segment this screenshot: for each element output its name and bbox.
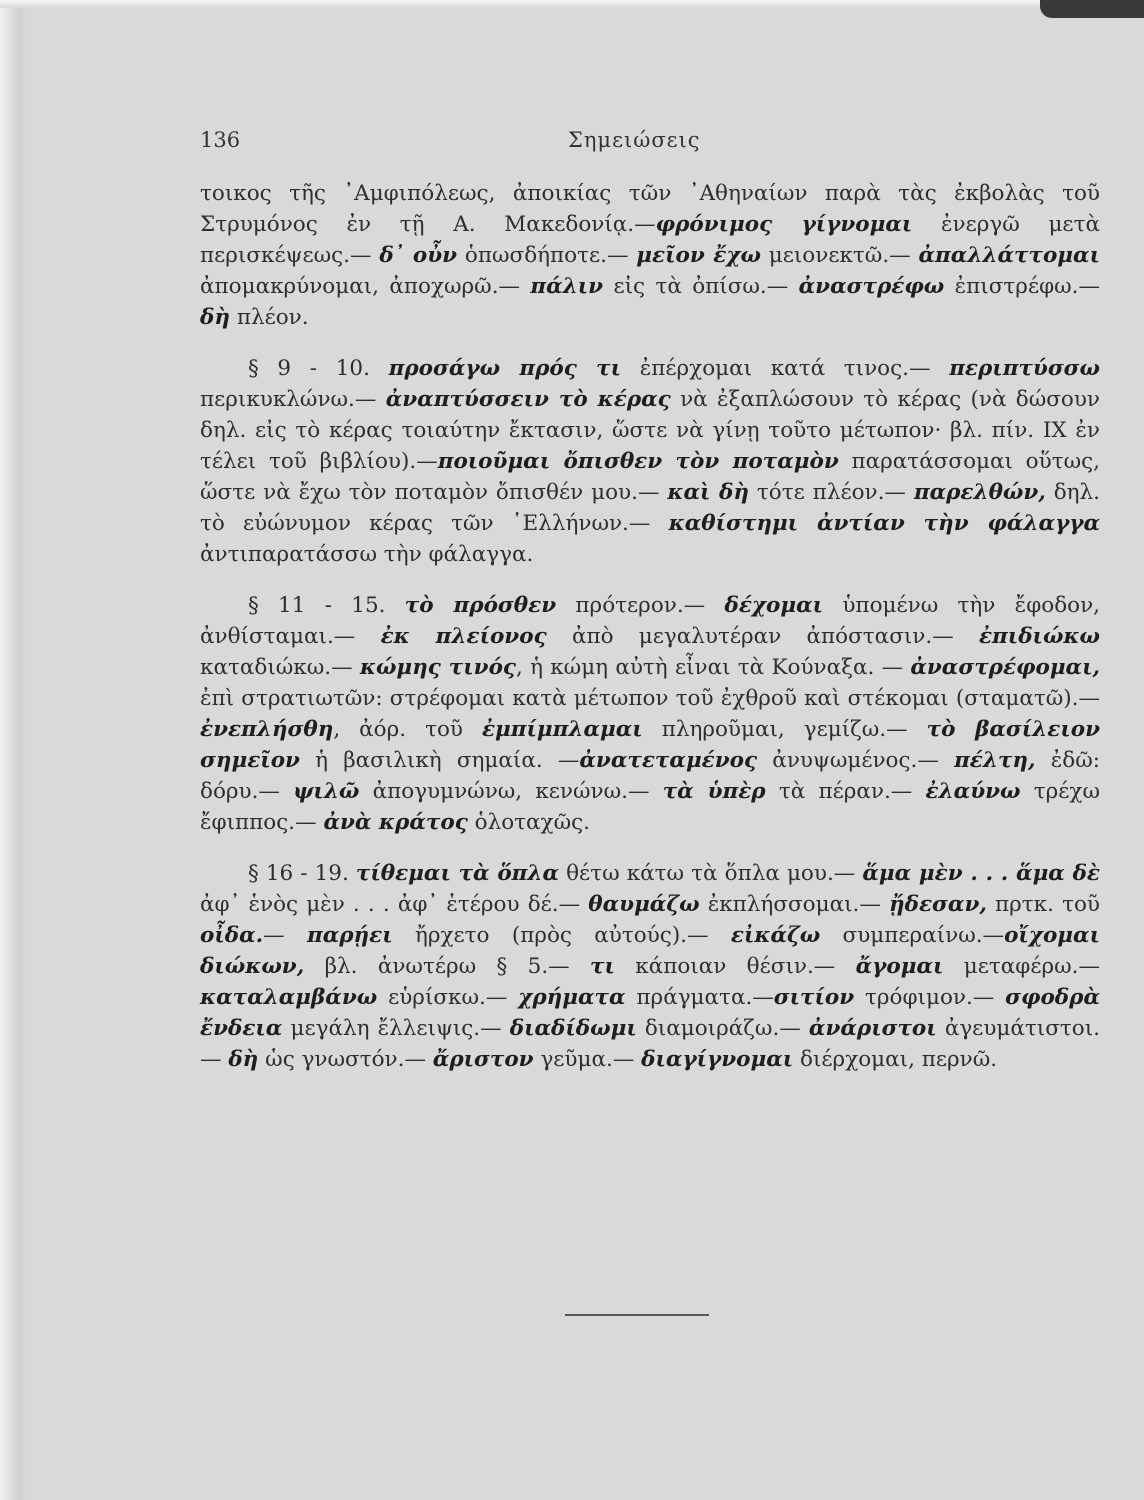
lemma-term: θαυμάζω — [588, 892, 700, 917]
gloss-text: διέρχομαι, περνῶ. — [793, 1047, 998, 1072]
gloss-text: πρτκ. τοῦ — [986, 892, 1100, 917]
gloss-text: συμπεραίνω.— — [820, 923, 1005, 948]
gloss-text: ἀγευμάτιστοι.— — [200, 1016, 1100, 1072]
notes-section-11-15 — [200, 590, 1100, 838]
page-top-edge — [0, 0, 1144, 8]
gloss-text: τὰ πέραν.— — [765, 779, 926, 804]
gloss-text: μεγάλη ἔλλειψις.— — [282, 1016, 510, 1041]
notes-section-9-10 — [200, 353, 1100, 570]
lemma-term: ποιοῦμαι ὄπισθεν τὸν ποταμὸν — [437, 449, 839, 474]
gloss-text: ἐδῶ: δόρυ.— — [200, 748, 1100, 804]
gloss-text: ὑπομένω τὴν ἔφοδον, ἀνθίσταμαι.— — [200, 593, 1101, 649]
gloss-text: § 16 - 19. — [248, 861, 356, 886]
running-title: Σημειώσεις — [568, 128, 701, 152]
gloss-text: πράγματα.— — [625, 985, 774, 1010]
lemma-term: μεῖον ἔχω — [636, 243, 761, 268]
gloss-text: ὁλοταχῶς. — [467, 810, 590, 835]
lemma-term: δ᾿ οὖν — [379, 243, 458, 268]
lemma-term: σιτίον — [773, 985, 855, 1010]
page-number: 136 — [200, 128, 241, 152]
gloss-text: ἐνεργῶ μετὰ περισκέψεως.— — [200, 212, 1100, 268]
notes-section-16-19 — [200, 858, 1100, 1075]
lemma-term: ἐπιδιώκω — [978, 624, 1100, 649]
gloss-text: τρέχω ἔφιππος.— — [200, 779, 1100, 835]
lemma-term: προσάγω πρός τι — [388, 356, 622, 381]
lemma-term: ἀναστρέφομαι, — [910, 655, 1100, 680]
lemma-term: ἐκ πλείονος — [380, 624, 547, 649]
lemma-term: φρόνιμος γίγνομαι — [655, 212, 913, 237]
lemma-term: ἐλαύνω — [925, 779, 1021, 804]
gloss-text: ἀπὸ μεγαλυτέραν ἀπόστασιν.— — [546, 624, 979, 649]
scan-corner-mark — [1040, 0, 1144, 18]
lemma-term: ἐνεπλήσθη — [200, 717, 334, 742]
gloss-text: § 11 - 15. — [248, 593, 405, 618]
gloss-text: νὰ ἐξαπλώσουν τὸ κέρας (νὰ δώσουν δηλ. εἰς τὸ κέρας τοιαύτην ἔκτασιν, ὥστε νὰ γίνῃ τοῦτο μέτωπον· βλ. πίν. IX ἐν τέλει τοῦ βιβλίου).— — [200, 387, 1101, 474]
lemma-term: κώμης τινός — [359, 655, 517, 680]
lemma-term: τὸ πρόσθεν — [404, 593, 557, 618]
lemma-term: οἴχομαι διώκων, — [200, 923, 1100, 979]
gloss-text: ἡ βασιλικὴ σημαία. — — [299, 748, 580, 773]
gloss-text: ἀφ᾿ ἑνὸς μὲν . . . ἀφ᾿ ἑτέρου δέ.— — [200, 892, 589, 917]
lemma-term: σφοδρὰ ἔνδεια — [200, 985, 1100, 1041]
lemma-term: καταλαμβάνω — [200, 985, 378, 1010]
lemma-term: τίθεμαι τὰ ὅπλα — [355, 861, 560, 886]
lemma-term: ψιλῶ — [293, 779, 360, 804]
gloss-text: ἀνυψωμένος.— — [757, 748, 955, 773]
lemma-term: ἀνὰ κράτος — [323, 810, 468, 835]
gloss-text: ἀπογυμνώνω, κενώνω.— — [359, 779, 663, 804]
lemma-term: ἀναστρέφω — [798, 274, 945, 299]
gloss-text: ἀπομακρύνομαι, ἀποχωρῶ.— — [200, 274, 531, 299]
notes-body — [200, 178, 1100, 1075]
gloss-text: ὁπωσδήποτε.— — [457, 243, 637, 268]
gloss-text: εὑρίσκω.— — [377, 985, 519, 1010]
lemma-term: εἰκάζω — [730, 923, 821, 948]
lemma-term: τὸ βασίλειον σημεῖον — [200, 717, 1100, 773]
gloss-text: — — [263, 923, 307, 948]
notes-paragraph-continuation — [200, 178, 1100, 333]
lemma-term: ἀπαλλάττομαι — [918, 243, 1100, 268]
lemma-term: ἅμα μὲν . . . ἅμα δὲ — [862, 861, 1100, 886]
lemma-term: διαδίδωμι — [509, 1016, 637, 1041]
lemma-term: παρελθών, — [913, 480, 1046, 505]
gloss-text: τοικος τῆς ᾿Αμφιπόλεως, ἀποικίας τῶν ᾿Αθηναίων παρὰ τὰς ἐκβολὰς τοῦ Στρυμόνος ἐν τῇ Α. Μακεδονίᾳ.— — [200, 181, 1100, 237]
page-binding-edge — [0, 0, 26, 1500]
gloss-text: τρόφιμον.— — [854, 985, 1006, 1010]
gloss-text: ἐπέρχομαι κατά τινος.— — [621, 356, 950, 381]
gloss-text: διαμοιράζω.— — [636, 1016, 809, 1041]
gloss-text: μεταφέρω.— — [943, 954, 1100, 979]
lemma-term: ἄγομαι — [855, 954, 944, 979]
gloss-text: βλ. ἀνωτέρω § 5.— — [304, 954, 591, 979]
lemma-term: διαγίγνομαι — [641, 1047, 794, 1072]
lemma-term: καὶ δὴ — [667, 480, 749, 505]
gloss-text: κάποιαν θέσιν.— — [614, 954, 856, 979]
lemma-term: ἀνάριστοι — [808, 1016, 937, 1041]
gloss-text: ἤρχετο (πρὸς αὐτούς).— — [392, 923, 731, 948]
gloss-text: τότε πλέον.— — [748, 480, 914, 505]
lemma-term: περιπτύσσω — [949, 356, 1100, 381]
lemma-term: ἄριστον — [432, 1047, 534, 1072]
lemma-term: δὴ — [228, 1047, 259, 1072]
lemma-term: δὴ — [200, 305, 230, 330]
lemma-term: ἀναπτύσσειν τὸ κέρας — [385, 387, 671, 412]
lemma-term: χρήματα — [518, 985, 626, 1010]
lemma-term: πέλτη, — [954, 748, 1036, 773]
lemma-term: πάλιν — [530, 274, 604, 299]
lemma-term: παρῄει — [306, 923, 393, 948]
page-header — [200, 128, 1100, 158]
lemma-term: οἶδα. — [200, 923, 264, 948]
gloss-text: , ἡ κώμη αὐτὴ εἶναι τὰ Κούναξα. — — [516, 655, 911, 680]
gloss-text: ἐκπλήσσομαι.— — [699, 892, 890, 917]
lemma-term: τὰ ὑπὲρ — [662, 779, 766, 804]
gloss-text: παρατάσσομαι οὕτως, ὥστε νὰ ἔχω τὸν ποταμὸν ὄπισθέν μου.— — [200, 449, 1100, 505]
gloss-text: πλέον. — [229, 305, 309, 330]
lemma-term: ἐμπίμπλαμαι — [481, 717, 643, 742]
gloss-text: θέτω κάτω τὰ ὅπλα μου.— — [559, 861, 863, 886]
gloss-text: γεῦμα.— — [533, 1047, 642, 1072]
gloss-text: , ἀόρ. τοῦ — [333, 717, 482, 742]
gloss-text: μειονεκτῶ.— — [760, 243, 919, 268]
end-rule — [565, 1314, 709, 1316]
gloss-text: § 9 - 10. — [248, 356, 389, 381]
lemma-term: τι — [590, 954, 615, 979]
lemma-term: ἀνατεταμένος — [579, 748, 758, 773]
gloss-text: ἐπὶ στρατιωτῶν: στρέφομαι κατὰ μέτωπον τοῦ ἐχθροῦ καὶ στέκομαι (σταματῶ).— — [200, 686, 1100, 711]
gloss-text: δηλ. τὸ εὐώνυμον κέρας τῶν ῾Ελλήνων.— — [200, 480, 1100, 536]
gloss-text: ἐπιστρέφω.— — [944, 274, 1100, 299]
gloss-text: ἀντιπαρατάσσω τὴν φάλαγγα. — [200, 542, 534, 567]
gloss-text: πληροῦμαι, γεμίζω.— — [642, 717, 927, 742]
gloss-text: περικυκλώνω.— — [200, 387, 386, 412]
gloss-text: πρότερον.— — [556, 593, 725, 618]
gloss-text: ὡς γνωστόν.— — [258, 1047, 433, 1072]
lemma-term: δέχομαι — [724, 593, 824, 618]
lemma-term: καθίστημι ἀντίαν τὴν φάλαγγα — [668, 511, 1101, 536]
lemma-term: ᾔδεσαν, — [889, 892, 987, 917]
gloss-text: καταδιώκω.— — [200, 655, 360, 680]
gloss-text: εἰς τὰ ὀπίσω.— — [603, 274, 799, 299]
